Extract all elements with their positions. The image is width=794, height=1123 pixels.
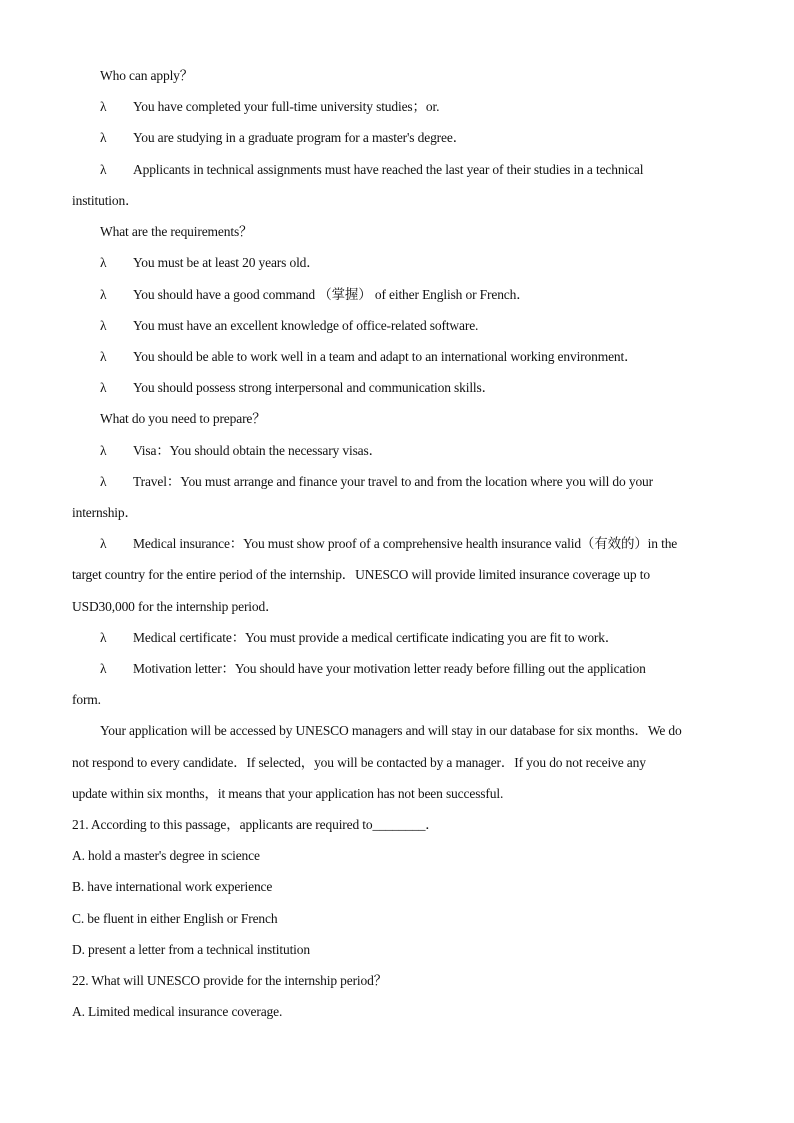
prepare-item-motivation: Motivation letter：You should have your motivation letter ready before filling out the application — [133, 661, 646, 676]
requirement-item-3: You must have an excellent knowledge of office-related software. — [133, 318, 479, 333]
bullet-marker: λ — [100, 474, 107, 489]
closing-paragraph-line: update within six months，it means that your application has not been successful. — [72, 786, 504, 801]
question-21-stem: 21. According to this passage，applicants are required to________． — [72, 817, 439, 832]
bullet-marker: λ — [100, 349, 107, 364]
bullet-marker: λ — [100, 630, 107, 645]
closing-paragraph-line: not respond to every candidate．If selected，you will be contacted by a manager．If you do not receive any — [72, 755, 646, 770]
prepare-item-visa: Visa：You should obtain the necessary visas． — [133, 443, 382, 458]
who-can-apply-heading: Who can apply？ — [100, 68, 194, 83]
prepare-item-motivation-continued: form. — [72, 692, 101, 707]
question-21-option-a: A. hold a master's degree in science — [72, 848, 260, 863]
bullet-marker: λ — [100, 536, 107, 551]
requirement-item-5: You should possess strong interpersonal and communication skills． — [133, 380, 495, 395]
question-22-option-a: A. Limited medical insurance coverage. — [72, 1004, 283, 1019]
prepare-item-certificate: Medical certificate：You must provide a medical certificate indicating you are fit to work． — [133, 630, 619, 645]
who-item-2: You are studying in a graduate program for a master's degree． — [133, 130, 467, 145]
closing-paragraph-line: Your application will be accessed by UNESCO managers and will stay in our database for six months．We do — [100, 723, 682, 738]
bullet-marker: λ — [100, 287, 107, 302]
prepare-item-insurance-continued: target country for the entire period of the internship．UNESCO will provide limited insurance coverage up to — [72, 567, 650, 582]
prepare-item-travel: Travel：You must arrange and finance your travel to and from the location where you will do your — [133, 474, 654, 489]
who-item-3-continued: institution． — [72, 193, 139, 208]
bullet-marker: λ — [100, 443, 107, 458]
requirement-item-1: You must be at least 20 years old． — [133, 255, 320, 270]
bullet-marker: λ — [100, 255, 107, 270]
question-21-option-b: B. have international work experience — [72, 879, 273, 894]
bullet-marker: λ — [100, 380, 107, 395]
prepare-item-insurance: Medical insurance：You must show proof of a comprehensive health insurance valid（有效的）in the — [133, 536, 678, 551]
who-item-3: Applicants in technical assignments must have reached the last year of their studies in a technical — [133, 162, 644, 177]
requirements-heading: What are the requirements？ — [100, 224, 253, 239]
question-21-option-d: D. present a letter from a technical institution — [72, 942, 310, 957]
who-item-1: You have completed your full-time university studies；or. — [133, 99, 440, 114]
bullet-marker: λ — [100, 99, 107, 114]
bullet-marker: λ — [100, 318, 107, 333]
requirement-item-4: You should be able to work well in a team and adapt to an international working environment． — [133, 349, 638, 364]
bullet-marker: λ — [100, 130, 107, 145]
prepare-heading: What do you need to prepare？ — [100, 411, 266, 426]
bullet-marker: λ — [100, 661, 107, 676]
prepare-item-travel-continued: internship． — [72, 505, 138, 520]
prepare-item-insurance-continued: USD30,000 for the internship period． — [72, 599, 279, 614]
question-22-stem: 22. What will UNESCO provide for the internship period？ — [72, 973, 388, 988]
question-21-option-c: C. be fluent in either English or French — [72, 911, 278, 926]
requirement-item-2: You should have a good command （掌握） of either English or French． — [133, 287, 530, 302]
bullet-marker: λ — [100, 162, 107, 177]
